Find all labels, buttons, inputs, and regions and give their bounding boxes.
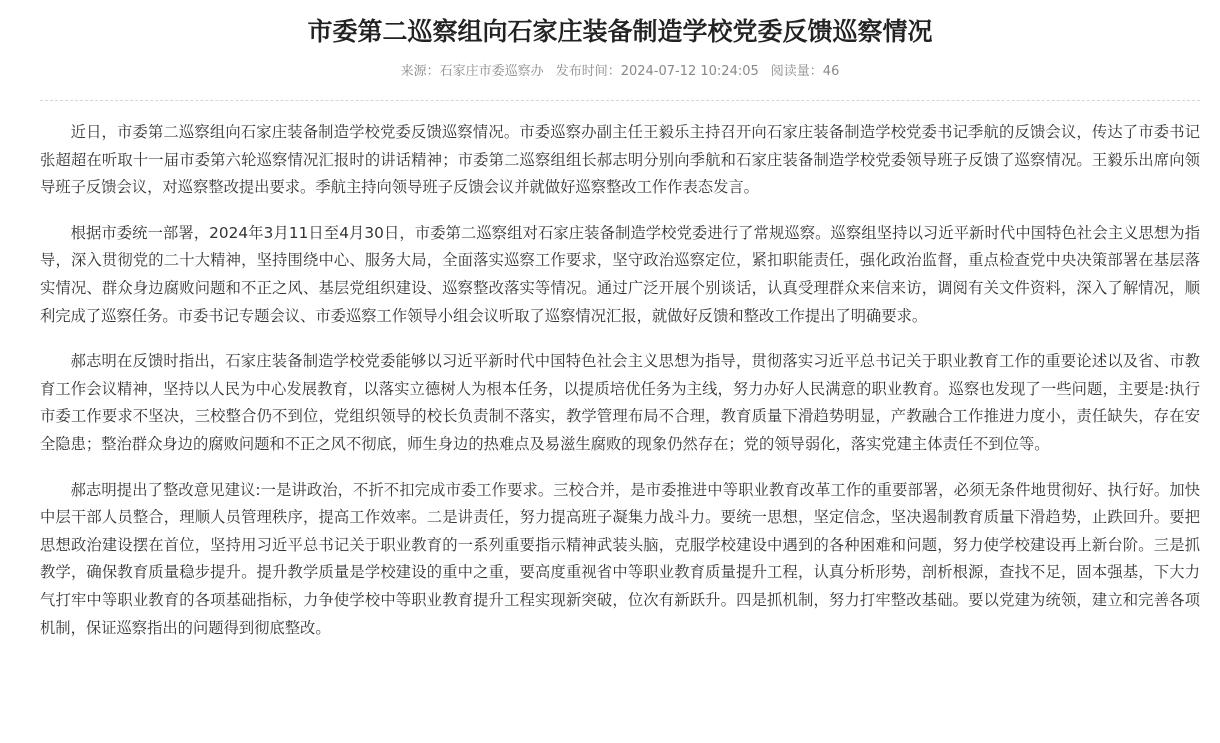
source-label: 来源： — [400, 64, 440, 79]
publish-time-label: 发布时间： — [555, 64, 621, 79]
source-value: 石家庄市委巡察办 — [439, 64, 544, 79]
article — [40, 0, 1200, 660]
article-paragraph-4: 郝志明提出了整改意见建议:一是讲政治，不折不扣完成市委工作要求。三校合并，是市委推进中等职业教育改革工作的重要部署，必须无条件地贯彻好、执行好。加快中层干部人员整合，理顺人员管理秩序，提高工作效率。二是讲责任，努力提高班子凝集力战斗力。要统一思想，坚定信念，坚决遏制教育质量下滑趋势，止跌回升。要把思想政治建设摆在首位，坚持用习近平总书记关于职业教育的一系列重要指示精神武装头脑，克服学校建设中遇到的各种困难和问题，努力使学校建设再上新台阶。三是抓教学，确保教育质量稳步提升。提升教学质量是学校建设的重中之重，要高度重视省中等职业教育质量提升工程，认真分析形势，剖析根源，查找不足，固本强基，下大力气打牢中等职业教育的各项基础指标，力争使学校中等职业教育提升工程实现新突破，位次有新跃升。四是抓机制，努力打牢整改基础。要以党建为统领，建立和完善各项机制，保证巡察指出的问题得到彻底整改。 — [40, 480, 1200, 637]
publish-time-value: 2024-07-12 10:24:05 — [620, 64, 759, 79]
article-paragraph-2: 根据市委统一部署，2024年3月11日至4月30日，市委第二巡察组对石家庄装备制造学校党委进行了常规巡察。巡察组坚持以习近平新时代中国特色社会主义思想为指导，深入贯彻党的二十大精神，坚持围绕中心、服务大局，全面落实巡察工作要求，坚守政治巡察定位，紧扣职能责任，强化政治监督，重点检查党中央决策部署在基层落实情况、群众身边腐败问题和不正之风、基层党组织建设、巡察整改落实等情况。通过广泛开展个别谈话，认真受理群众来信来访，调阅有关文件资料，深入了解情况，顺利完成了巡察任务。市委书记专题会议、市委巡察工作领导小组会议听取了巡察情况汇报，就做好反馈和整改工作提出了明确要求。 — [40, 223, 1200, 325]
article-paragraph-1: 近日，市委第二巡察组向石家庄装备制造学校党委反馈巡察情况。市委巡察办副主任王毅乐主持召开向石家庄装备制造学校党委书记季航的反馈会议，传达了市委书记张超超在听取十一届市委第六轮巡察情况汇报时的讲话精神；市委第二巡察组组长郝志明分别向季航和石家庄装备制造学校党委领导班子反馈了巡察情况。王毅乐出席向领导班子反馈会议，对巡察整改提出要求。季航主持向领导班子反馈会议并就做好巡察整改工作作表态发言。 — [40, 123, 1200, 197]
article-paragraph-3: 郝志明在反馈时指出，石家庄装备制造学校党委能够以习近平新时代中国特色社会主义思想为指导，贯彻落实习近平总书记关于职业教育工作的重要论述以及省、市教育工作会议精神，坚持以人民为中心发展教育，以落实立德树人为根本任务，以提质培优任务为主线，努力办好人民满意的职业教育。巡察也发现了一些问题，主要是:执行市委工作要求不坚决，三校整合仍不到位，党组织领导的校长负责制不落实，教学管理布局不合理，教育质量下滑趋势明显，产教融合工作推进力度小，责任缺失，存在安全隐患；整治群众身边的腐败问题和不正之风不彻底，师生身边的热难点及易滋生腐败的现象仍然存在；党的领导弱化，落实党建主体责任不到位等。 — [40, 352, 1200, 453]
article-title: 市委第二巡察组向石家庄装备制造学校党委反馈巡察情况 — [307, 17, 933, 46]
article-meta — [40, 62, 1200, 82]
view-count-label: 阅读量： — [770, 64, 823, 79]
article-body — [40, 119, 1200, 642]
view-count-value: 46 — [822, 64, 840, 79]
title-divider — [40, 100, 1200, 101]
